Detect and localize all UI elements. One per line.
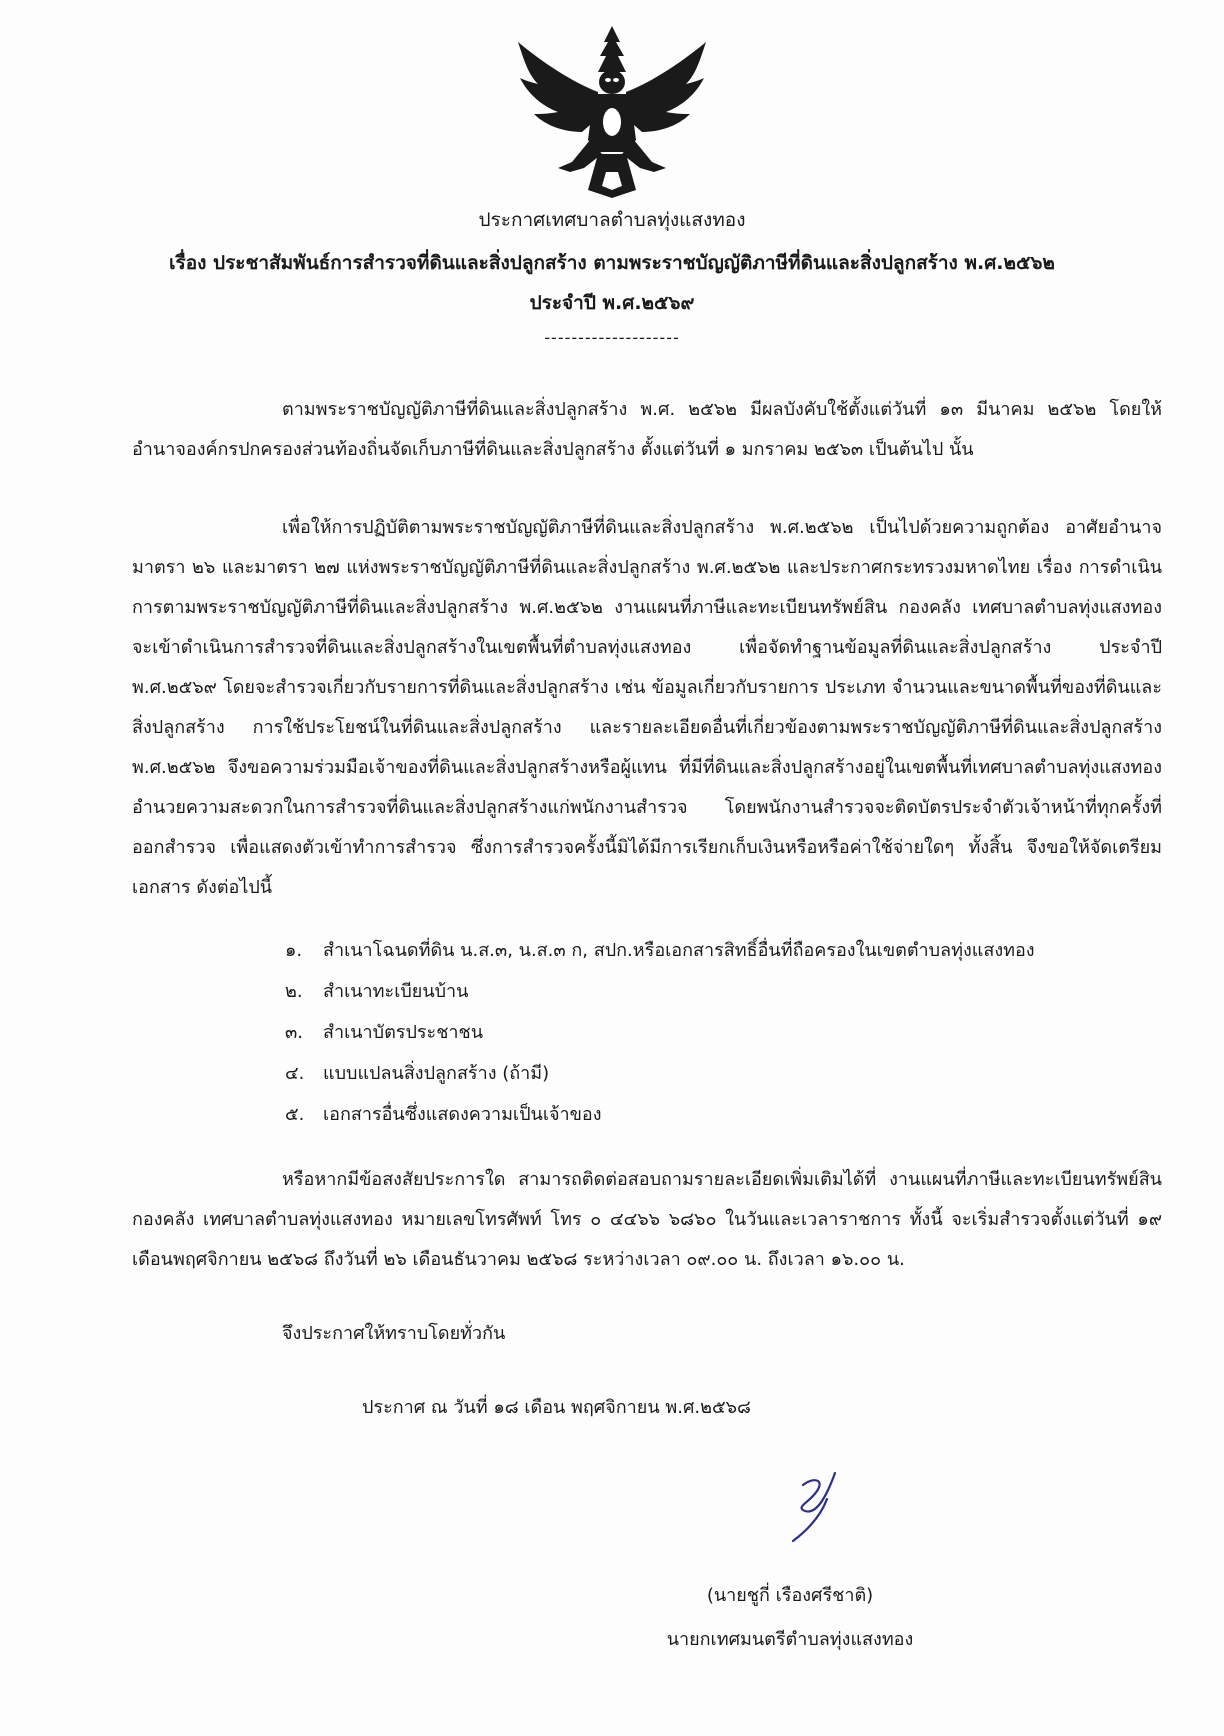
closing-notice: จึงประกาศให้ทราบโดยทั่วกัน	[282, 1323, 506, 1344]
list-item-text: แบบแปลนสิ่งปลูกสร้าง (ถ้ามี)	[323, 1063, 550, 1084]
announcement-subject: เรื่อง ประชาสัมพันธ์การสำรวจที่ดินและสิ่งปลูกสร้าง ตามพระราชบัญญัติภาษีที่ดินและสิ่งปลูกสร้าง พ.ศ.๒๕๖๒	[169, 252, 1055, 274]
list-item-number: ๔.	[285, 1063, 305, 1084]
list-item-text: สำเนาทะเบียนบ้าน	[323, 981, 469, 1002]
announcement-organization: ประกาศเทศบาลตำบลทุ่งแสงทอง	[478, 209, 746, 231]
paragraph-contact-schedule: หรือหากมีข้อสงสัยประการใด สามารถติดต่อสอบถามรายละเอียดเพิ่มเติมได้ที่ งานแผนที่ภาษีและทะเบียนทรัพย์สิน กองคลัง เทศบาลตำบลทุ่งแสงทอง หมายเลขโทรศัพท์ โทร ๐ ๔๔๖๖ ๖๘๖๐ ในวันและเวลาราชการ ทั้งนี้ จะเริ่มสำรวจตั้งแต่วันที่ ๑๙ เดือนพฤศจิกายน ๒๕๖๘ ถึงวันที่ ๒๖ เดือนธันวาคม ๒๕๖๘ ระหว่างเวลา ๐๙.๐๐ น. ถึงเวลา ๑๖.๐๐ น.	[132, 1169, 1162, 1270]
announcement-year: ประจำปี พ.ศ.๒๕๖๙	[529, 292, 695, 314]
signature-mark	[765, 1465, 855, 1545]
list-item	[285, 971, 1185, 1012]
garuda-emblem-icon	[512, 22, 712, 200]
list-item-text: เอกสารอื่นซึ่งแสดงความเป็นเจ้าของ	[323, 1104, 602, 1125]
paragraph-survey-details: เพื่อให้การปฏิบัติตามพระราชบัญญัติภาษีที่ดินและสิ่งปลูกสร้าง พ.ศ.๒๕๖๒ เป็นไปด้วยความถูกต้อง อาศัยอำนาจมาตรา ๒๖ และมาตรา ๒๗ แห่งพระราชบัญญัติภาษีที่ดินและสิ่งปลูกสร้าง พ.ศ.๒๕๖๒ และประกาศกระทรวงมหาดไทย เรื่อง การดำเนินการตามพระราชบัญญัติภาษีที่ดินและสิ่งปลูกสร้าง พ.ศ.๒๕๖๒ งานแผนที่ภาษีและทะเบียนทรัพย์สิน กองคลัง เทศบาลตำบลทุ่งแสงทอง จะเข้าดำเนินการสำรวจที่ดินและสิ่งปลูกสร้างในเขตพื้นที่ตำบลทุ่งแสงทอง เพื่อจัดทำฐานข้อมูลที่ดินและสิ่งปลูกสร้าง ประจำปี พ.ศ.๒๕๖๙ โดยจะสำรวจเกี่ยวกับรายการที่ดินและสิ่งปลูกสร้าง เช่น ข้อมูลเกี่ยวกับรายการ ประเภท จำนวนและขนาดพื้นที่ของที่ดินและสิ่งปลูกสร้าง การใช้ประโยชน์ในที่ดินและสิ่งปลูกสร้าง และรายละเอียดอื่นที่เกี่ยวข้องตามพระราชบัญญัติภาษีที่ดินและสิ่งปลูกสร้าง พ.ศ.๒๕๖๒ จึงขอความร่วมมือเจ้าของที่ดินและสิ่งปลูกสร้างหรือผู้แทน ที่มีที่ดินและสิ่งปลูกสร้างอยู่ในเขตพื้นที่เทศบาลตำบลทุ่งแสงทอง อำนวยความสะดวกในการสำรวจที่ดินและสิ่งปลูกสร้างแก่พนักงานสำรวจ โดยพนักงานสำรวจจะติดบัตรประจำตัวเจ้าหน้าที่ทุกครั้งที่ออกสำรวจ เพื่อแสดงตัวเข้าทำการสำรวจ ซึ่งการสำรวจครั้งนี้มิได้มีการเรียกเก็บเงินหรือหรือค่าใช้จ่ายใดๆ ทั้งสิ้น จึงขอให้จัดเตรียมเอกสาร ดังต่อไปนี้	[132, 517, 1162, 898]
list-item	[285, 1053, 1185, 1094]
title-divider: --------------------	[544, 328, 680, 347]
signer-title: นายกเทศมนตรีตำบลทุ่งแสงทอง	[666, 1629, 914, 1650]
list-item-number: ๑.	[285, 940, 303, 961]
list-item-text: สำเนาโฉนดที่ดิน น.ส.๓, น.ส.๓ ก, สปก.หรือเอกสารสิทธิ์อื่นที่ถือครองในเขตตำบลทุ่งแสงทอง	[323, 940, 1035, 961]
required-documents-list	[285, 930, 1185, 1135]
paragraph-legal-basis: ตามพระราชบัญญัติภาษีที่ดินและสิ่งปลูกสร้าง พ.ศ. ๒๕๖๒ มีผลบังคับใช้ตั้งแต่วันที่ ๑๓ มีนาคม ๒๕๖๒ โดยให้อำนาจองค์กรปกครองส่วนท้องถิ่นจัดเก็บภาษีที่ดินและสิ่งปลูกสร้าง ตั้งแต่วันที่ ๑ มกราคม ๒๕๖๓ เป็นต้นไป นั้น	[132, 399, 1162, 460]
list-item-number: ๓.	[285, 1022, 304, 1043]
list-item	[285, 1094, 1185, 1135]
list-item-text: สำเนาบัตรประชาชน	[323, 1022, 484, 1043]
list-item	[285, 930, 1185, 971]
list-item	[285, 1012, 1185, 1053]
list-item-number: ๕.	[285, 1104, 305, 1125]
list-item-number: ๒.	[285, 981, 303, 1002]
signer-name: (นายชูกี่ เรืองศรีชาติ)	[706, 1585, 874, 1606]
announcement-date: ประกาศ ณ วันที่ ๑๘ เดือน พฤศจิกายน พ.ศ.๒๕๖๘	[362, 1397, 751, 1418]
